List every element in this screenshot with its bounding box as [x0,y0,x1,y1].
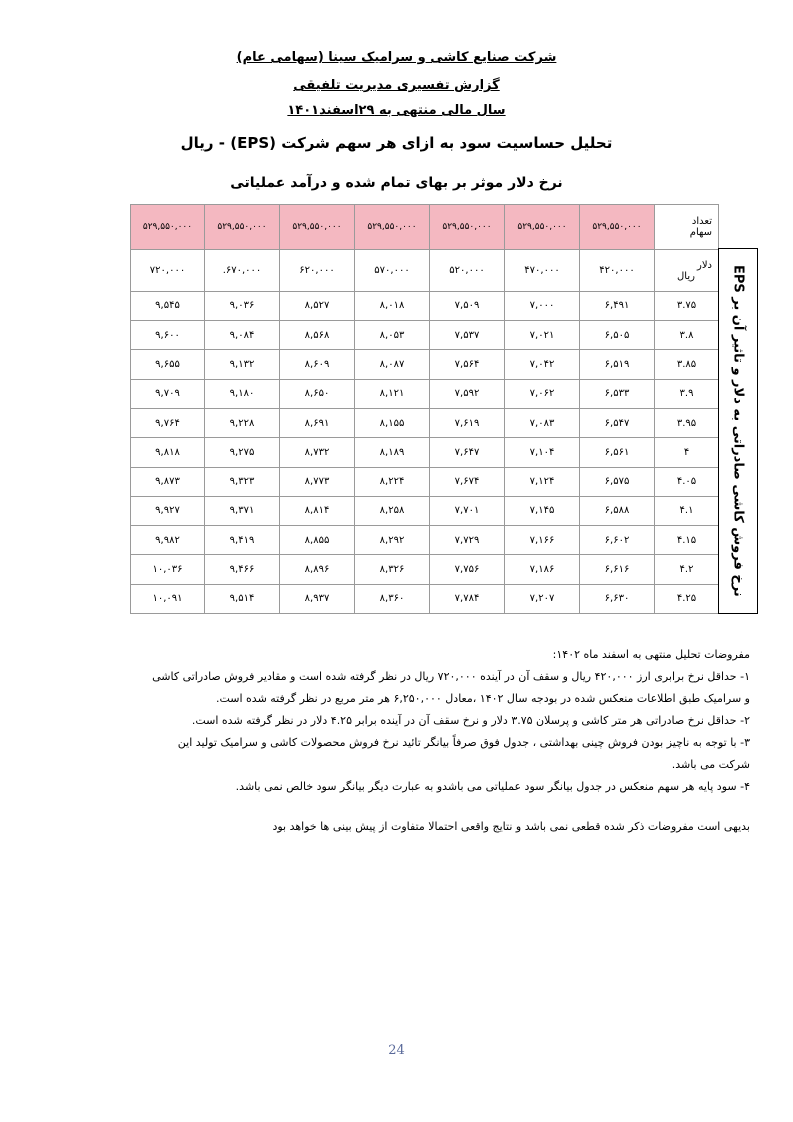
eps-cell: ۸,۲۹۲ [355,526,430,555]
table-title: نرخ دلار موثر بر بهای تمام شده و درآمد عملیاتی [230,175,563,191]
eps-cell: ۸,۰۱۸ [355,291,430,320]
eps-cell: ۹,۲۲۸ [205,408,280,437]
table-row [131,291,719,320]
table-row [131,379,719,408]
eps-cell: ۷,۰۰۰ [505,291,580,320]
shares-cell: ۵۲۹,۵۵۰,۰۰۰ [131,205,205,250]
eps-cell: ۹,۹۸۲ [131,526,205,555]
eps-cell: ۷,۱۰۴ [505,438,580,467]
dollar-rate-cell: ۵۲۰,۰۰۰ [430,250,505,291]
eps-cell: ۸,۷۳۲ [280,438,355,467]
table-row [131,467,719,496]
eps-cell: ۹,۵۱۴ [205,584,280,613]
eps-cell: ۷,۰۲۱ [505,321,580,350]
export-rate-cell: ۴.۲ [655,555,719,584]
table-row [131,555,719,584]
eps-cell: ۸,۰۸۷ [355,350,430,379]
analysis-title: تحلیل حساسیت سود به ازای هر سهم شرکت (EPS) - ریال [180,134,613,152]
table-row [131,496,719,525]
side-label [718,248,758,614]
table-row [131,584,719,613]
eps-cell: ۸,۳۶۰ [355,584,430,613]
eps-cell: ۹,۲۷۵ [205,438,280,467]
note-item: ۲- حداقل نرخ صادراتی هر متر کاشی و پرسلان ۳.۷۵ دلار و نرخ سقف آن در آینده برابر ۴.۲۵ دلار در نظر گرفته شده است. [191,714,750,727]
eps-cell: ۷,۱۴۵ [505,496,580,525]
eps-cell: ۸,۹۳۷ [280,584,355,613]
table-row [131,350,719,379]
note-item: ۳- با توجه به ناچیز بودن فروش چینی بهداشتی ، جدول فوق صرفاً بیانگر تائید نرخ فروش محصولات کاشی و سرامیک تولید این شرکت می باشد. [177,736,750,771]
shares-cell: ۵۲۹,۵۵۰,۰۰۰ [280,205,355,250]
eps-cell: ۹,۸۱۸ [131,438,205,467]
page-number: 24 [388,1043,405,1058]
shares-label-top: تعداد [691,216,712,228]
side-label-text: نرخ فروش کاشی صادراتی به دلار و تاثیر آن بر EPS [730,265,746,597]
export-rate-cell: ۴.۱۵ [655,526,719,555]
dollar-rial-label-cell [655,250,719,291]
dollar-rate-cell: ۶۲۰,۰۰۰ [280,250,355,291]
eps-cell: ۶,۵۸۸ [580,496,655,525]
eps-cell: ۸,۶۰۹ [280,350,355,379]
dollar-rate-cell: ۷۲۰,۰۰۰ [131,250,205,291]
shares-row [131,205,719,250]
assumptions-notes [150,644,750,798]
eps-cell: ۹,۶۰۰ [131,321,205,350]
eps-cell: ۶,۵۷۵ [580,467,655,496]
dollar-label: دلار [697,259,712,271]
eps-cell: ۷,۵۳۷ [430,321,505,350]
eps-cell: ۹,۴۶۶ [205,555,280,584]
eps-cell: ۷,۷۵۶ [430,555,505,584]
report-title: گزارش تفسیری مدیریت تلفیقی [293,78,500,93]
eps-cell: ۷,۰۸۳ [505,408,580,437]
eps-cell: ۷,۰۴۲ [505,350,580,379]
eps-cell: ۷,۱۸۶ [505,555,580,584]
eps-cell: ۸,۸۵۵ [280,526,355,555]
eps-cell: ۶,۵۴۷ [580,408,655,437]
eps-cell: ۶,۵۳۳ [580,379,655,408]
eps-cell: ۹,۰۳۶ [205,291,280,320]
table-row [131,321,719,350]
eps-cell: ۸,۸۹۶ [280,555,355,584]
eps-cell: ۹,۷۰۹ [131,379,205,408]
shares-cell: ۵۲۹,۵۵۰,۰۰۰ [205,205,280,250]
dollar-rate-cell: ۶۷۰,۰۰۰. [205,250,280,291]
eps-cell: ۸,۸۱۴ [280,496,355,525]
eps-cell: ۸,۶۹۱ [280,408,355,437]
eps-cell: ۸,۵۶۸ [280,321,355,350]
shares-label-cell [655,205,719,250]
table-row [131,526,719,555]
dollar-rate-cell: ۵۷۰,۰۰۰ [355,250,430,291]
eps-cell: ۶,۵۰۵ [580,321,655,350]
eps-cell: ۸,۱۲۱ [355,379,430,408]
eps-cell: ۹,۸۷۳ [131,467,205,496]
eps-cell: ۶,۴۹۱ [580,291,655,320]
eps-cell: ۶,۶۰۲ [580,526,655,555]
export-rate-cell: ۳.۹۵ [655,408,719,437]
shares-cell: ۵۲۹,۵۵۰,۰۰۰ [580,205,655,250]
eps-cell: ۸,۶۵۰ [280,379,355,408]
export-rate-cell: ۳.۸ [655,321,719,350]
eps-cell: ۷,۵۹۲ [430,379,505,408]
eps-cell: ۷,۷۲۹ [430,526,505,555]
shares-cell: ۵۲۹,۵۵۰,۰۰۰ [355,205,430,250]
eps-cell: ۹,۴۱۹ [205,526,280,555]
eps-cell: ۶,۵۱۹ [580,350,655,379]
dollar-rate-cell: ۴۷۰,۰۰۰ [505,250,580,291]
shares-cell: ۵۲۹,۵۵۰,۰۰۰ [430,205,505,250]
fiscal-year: سال مالی منتهی به ۲۹اسفند۱۴۰۱ [287,103,506,118]
note-item: ۱- حداقل نرخ برابری ارز ۴۲۰,۰۰۰ ریال و سقف آن در آینده ۷۲۰,۰۰۰ ریال در نظر گرفته شده است و مقادیر فروش صادراتی کاشی و سرامیک طبق اطلاعات منعکس شده در بودجه سال ۱۴۰۲ ،معادل ۶,۲۵۰,۰۰۰ هر متر مربع در نظر گرفته شده است. [152,670,750,705]
export-rate-cell: ۳.۷۵ [655,291,719,320]
eps-cell: ۱۰,۰۳۶ [131,555,205,584]
export-rate-cell: ۴.۱ [655,496,719,525]
eps-cell: ۸,۲۵۸ [355,496,430,525]
eps-cell: ۷,۶۴۷ [430,438,505,467]
export-rate-cell: ۴.۲۵ [655,584,719,613]
eps-cell: ۷,۱۲۴ [505,467,580,496]
eps-cell: ۹,۵۴۵ [131,291,205,320]
eps-cell: ۹,۱۳۲ [205,350,280,379]
eps-cell: ۹,۰۸۴ [205,321,280,350]
eps-cell: ۷,۷۸۴ [430,584,505,613]
table-row [131,438,719,467]
notes-intro: مفروضات تحلیل منتهی به اسفند ماه ۱۴۰۲: [552,648,750,661]
eps-cell: ۸,۲۲۴ [355,467,430,496]
disclaimer: بدیهی است مفروضات ذکر شده قطعی نمی باشد و نتایج واقعی احتمالا متفاوت از پیش بینی ها خواهد بود [272,820,750,833]
eps-cell: ۹,۱۸۰ [205,379,280,408]
eps-cell: ۸,۰۵۳ [355,321,430,350]
eps-cell: ۹,۹۲۷ [131,496,205,525]
eps-cell: ۹,۶۵۵ [131,350,205,379]
eps-cell: ۶,۵۶۱ [580,438,655,467]
export-rate-cell: ۴ [655,438,719,467]
eps-cell: ۶,۶۳۰ [580,584,655,613]
shares-cell: ۵۲۹,۵۵۰,۰۰۰ [505,205,580,250]
eps-cell: ۹,۳۲۳ [205,467,280,496]
eps-cell: ۱۰,۰۹۱ [131,584,205,613]
eps-cell: ۶,۶۱۶ [580,555,655,584]
rial-label: ریال [677,270,695,282]
company-title: شرکت صنایع کاشی و سرامیک سینا (سهامی عام) [236,50,557,65]
eps-cell: ۷,۵۰۹ [430,291,505,320]
eps-cell: ۸,۵۲۷ [280,291,355,320]
dollar-rate-row [131,250,719,291]
eps-sensitivity-table [130,204,719,614]
eps-cell: ۹,۷۶۴ [131,408,205,437]
dollar-rate-cell: ۴۲۰,۰۰۰ [580,250,655,291]
table-row [131,408,719,437]
export-rate-cell: ۳.۸۵ [655,350,719,379]
eps-cell: ۸,۳۲۶ [355,555,430,584]
eps-cell: ۸,۷۷۳ [280,467,355,496]
eps-cell: ۸,۱۸۹ [355,438,430,467]
eps-cell: ۸,۱۵۵ [355,408,430,437]
export-rate-cell: ۴.۰۵ [655,467,719,496]
eps-cell: ۷,۶۷۴ [430,467,505,496]
eps-cell: ۷,۰۶۲ [505,379,580,408]
eps-cell: ۷,۶۱۹ [430,408,505,437]
eps-cell: ۷,۵۶۴ [430,350,505,379]
eps-cell: ۷,۲۰۷ [505,584,580,613]
eps-cell: ۹,۳۷۱ [205,496,280,525]
eps-cell: ۷,۱۶۶ [505,526,580,555]
export-rate-cell: ۳.۹ [655,379,719,408]
eps-cell: ۷,۷۰۱ [430,496,505,525]
shares-label-bottom: سهام [689,227,712,239]
note-item: ۴- سود پایه هر سهم منعکس در جدول بیانگر سود عملیاتی می باشدو به عبارت دیگر بیانگر سود خالص نمی باشد. [235,780,750,793]
